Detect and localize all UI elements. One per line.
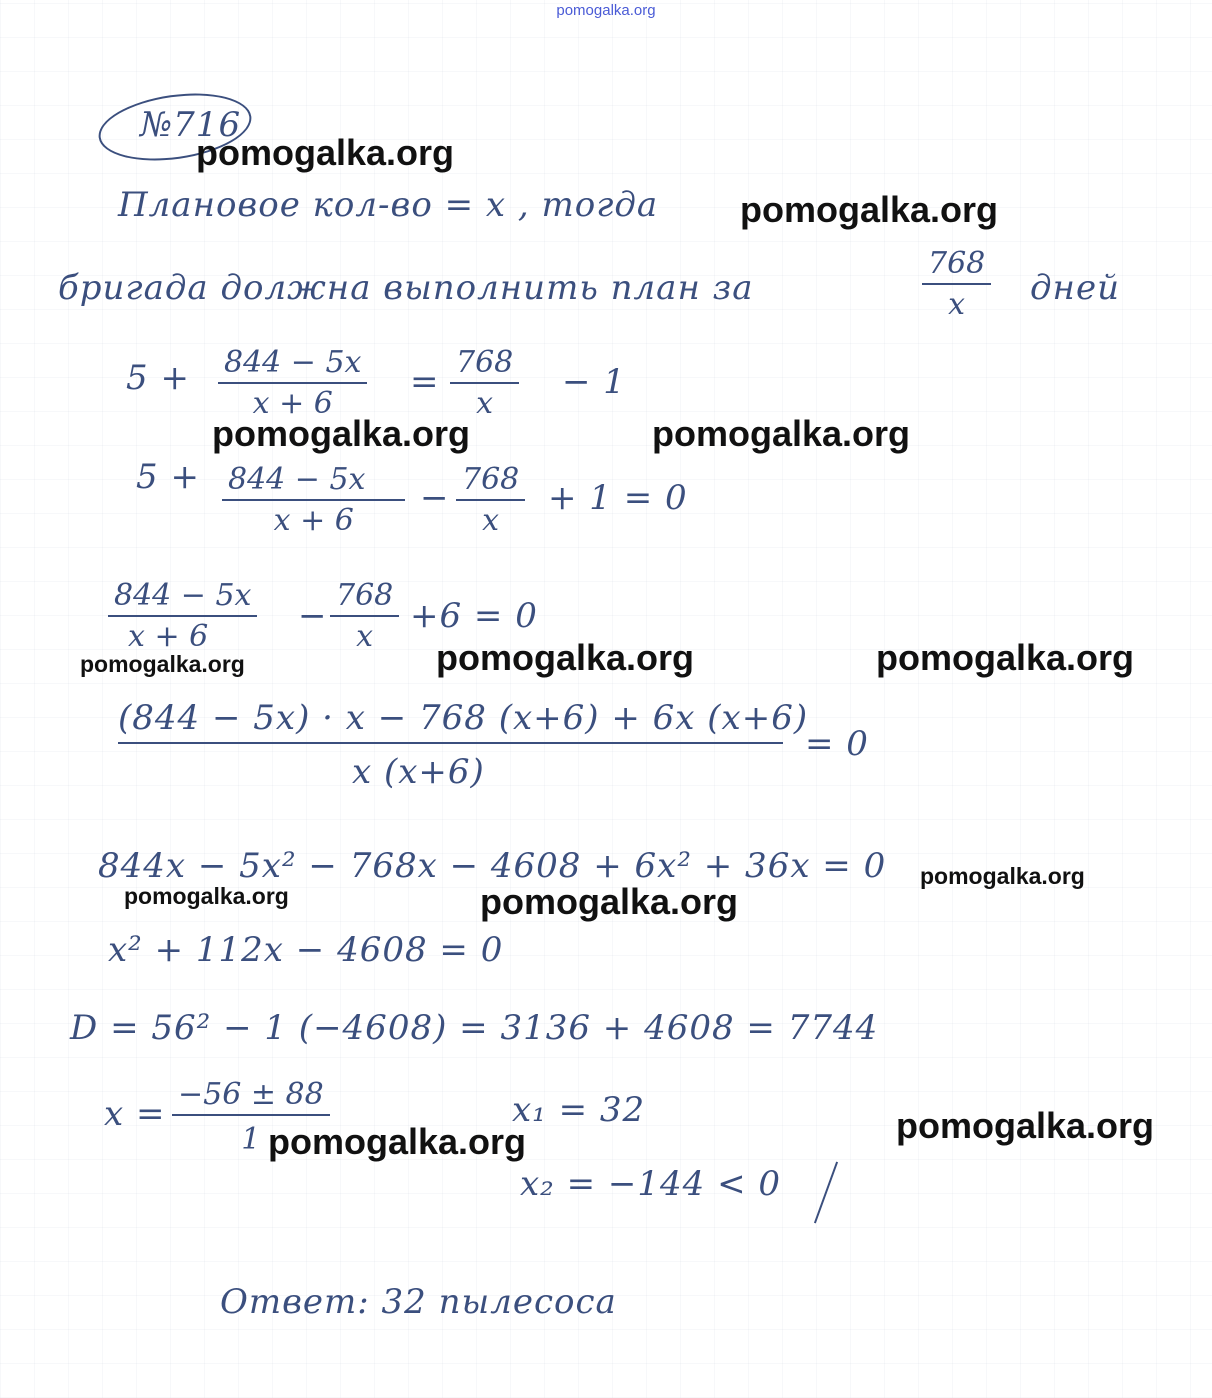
fraction-denominator: x + 6 (128, 619, 209, 654)
watermark: pomogalka.org (740, 189, 999, 230)
rejected-mark (814, 1162, 838, 1224)
eq3-minus: − (298, 596, 328, 636)
eq3-fraction-1 (108, 578, 257, 654)
top-watermark: pomogalka.org (556, 2, 656, 19)
eq2-fraction-1 (222, 462, 405, 538)
fraction-numerator: 844 − 5x (222, 462, 405, 501)
eq4-numerator: (844 − 5x) · x − 768 (x+6) + 6x (x+6) (118, 698, 809, 738)
eq1-fraction-1 (218, 345, 367, 421)
fraction-denominator: 1 (241, 1122, 261, 1157)
fraction-denominator: x (482, 503, 500, 538)
fraction-denominator: x (476, 386, 494, 421)
watermark: pomogalka.org (920, 863, 1085, 889)
answer: Ответ: 32 пылесоса (220, 1282, 617, 1322)
eq2-minus: − (420, 478, 450, 518)
eq6: x² + 112x − 4608 = 0 (108, 930, 504, 970)
statement-line-2: бригада должна выполнить план за (58, 268, 754, 308)
watermark: pomogalka.org (896, 1105, 1155, 1146)
eq4-tail: = 0 (805, 724, 869, 764)
fraction-numerator: 768 (450, 345, 519, 384)
statement-fraction (922, 246, 991, 322)
eq1-lead: 5 + (126, 358, 190, 398)
watermark: pomogalka.org (436, 637, 695, 678)
eq1-tail: − 1 (562, 362, 626, 402)
fraction-denominator: x + 6 (273, 503, 354, 538)
fraction-denominator: x (948, 287, 966, 322)
watermark: pomogalka.org (124, 883, 289, 909)
fraction-numerator: 768 (330, 578, 399, 617)
fraction-numerator: 844 − 5x (218, 345, 367, 384)
eq3-tail: +6 = 0 (410, 596, 538, 636)
watermark: pomogalka.org (212, 413, 471, 454)
eq2-fraction-2 (456, 462, 525, 538)
statement-line-2-end: дней (1030, 268, 1120, 308)
eq4-fraction-bar (118, 742, 783, 744)
eq2-tail: + 1 = 0 (548, 478, 688, 518)
eq1-fraction-2 (450, 345, 519, 421)
fraction-numerator: 844 − 5x (108, 578, 257, 617)
eq5: 844x − 5x² − 768x − 4608 + 6x² + 36x = 0 (98, 846, 887, 886)
eq1-equals: = (410, 362, 440, 402)
fraction-numerator: 768 (456, 462, 525, 501)
fraction-numerator: 768 (922, 246, 991, 285)
statement-line-1: Плановое кол-во = x , тогда (118, 185, 659, 225)
eq3-fraction-2 (330, 578, 399, 654)
watermark: pomogalka.org (80, 651, 245, 677)
watermark: pomogalka.org (268, 1121, 527, 1162)
eq8-lead: x = (104, 1094, 166, 1134)
fraction-numerator: −56 ± 88 (172, 1077, 330, 1116)
fraction-denominator: x + 6 (252, 386, 333, 421)
root-x2: x₂ = −144 < 0 (520, 1164, 782, 1204)
eq4-denominator: x (x+6) (352, 752, 485, 792)
problem-number: №716 (140, 105, 242, 145)
watermark: pomogalka.org (196, 132, 455, 173)
fraction-denominator: x (356, 619, 374, 654)
watermark: pomogalka.org (876, 637, 1135, 678)
watermark: pomogalka.org (652, 413, 911, 454)
root-x1: x₁ = 32 (512, 1090, 646, 1130)
eq7: D = 56² − 1 (−4608) = 3136 + 4608 = 7744 (70, 1008, 879, 1048)
watermark: pomogalka.org (480, 881, 739, 922)
eq2-lead: 5 + (136, 457, 200, 497)
